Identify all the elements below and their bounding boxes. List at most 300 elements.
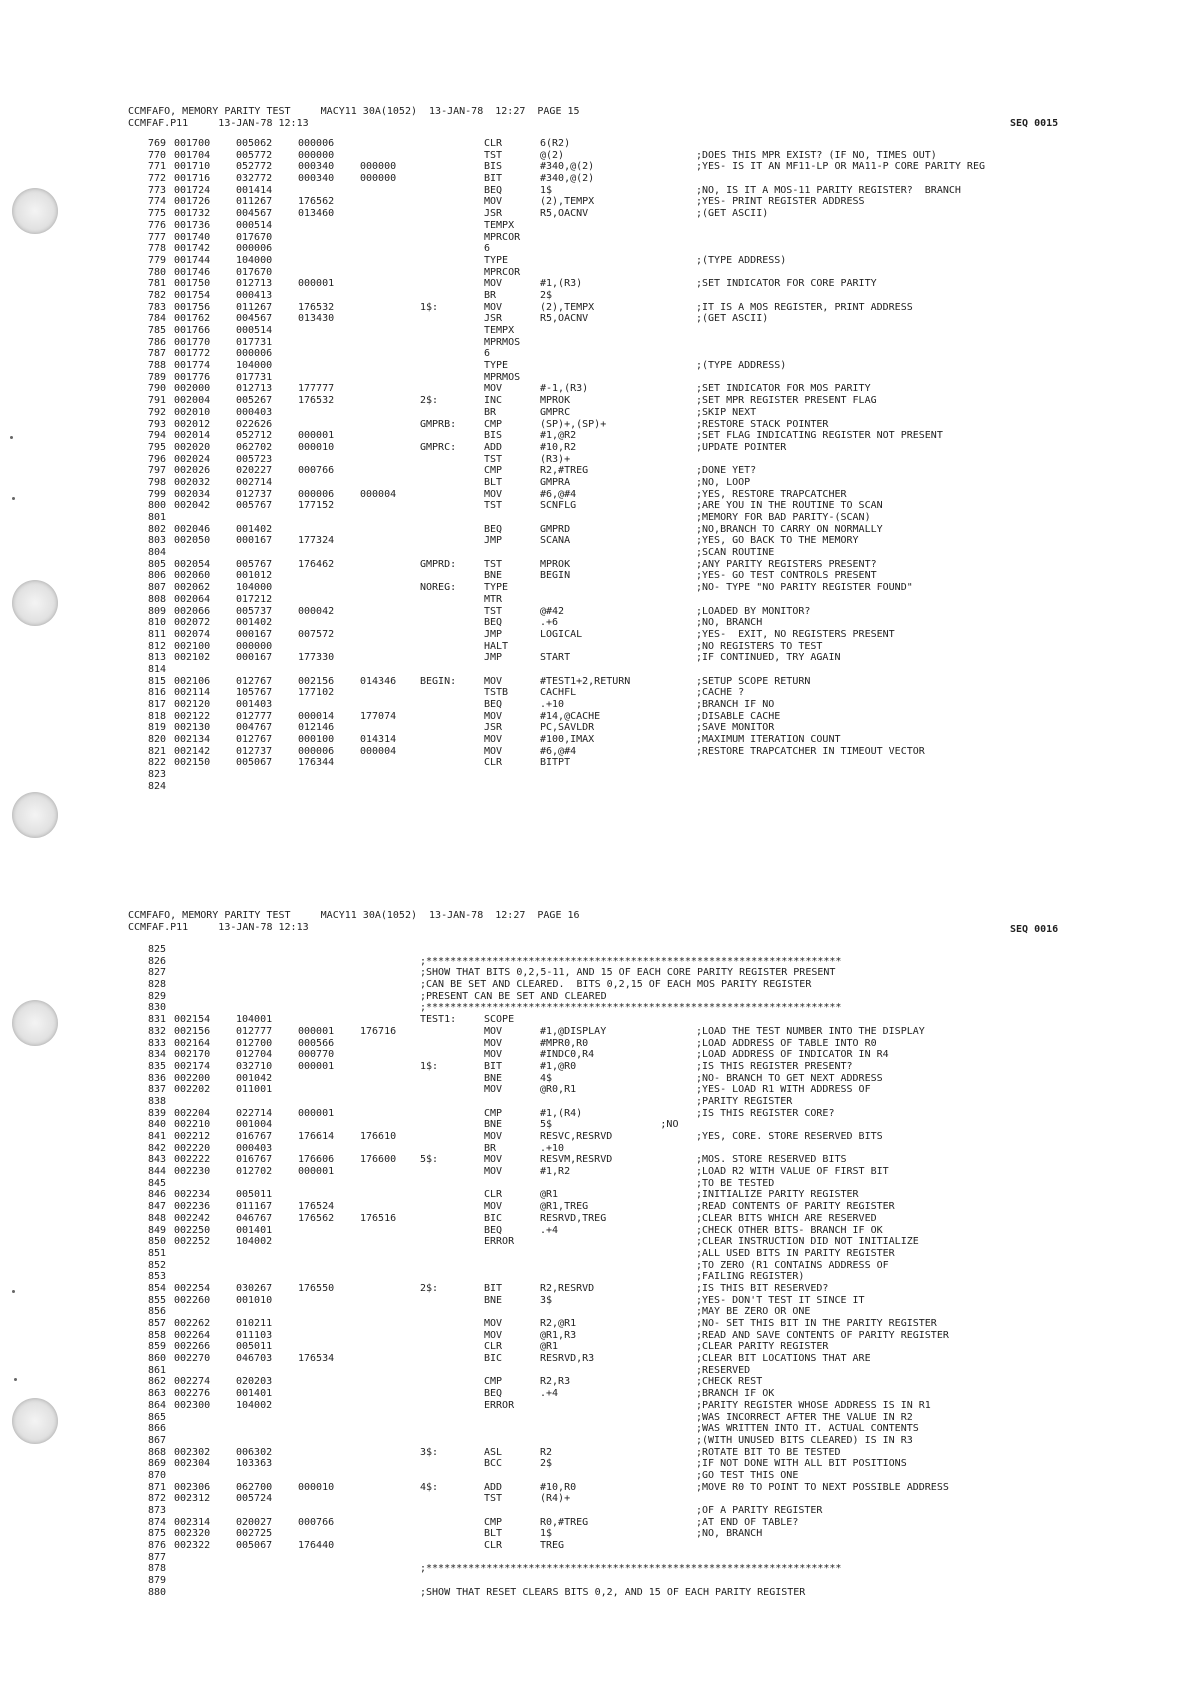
code-word-2: 000770: [298, 1049, 335, 1061]
location: 002242: [174, 1212, 211, 1224]
line-number: 828: [147, 979, 166, 991]
line-number: 843: [147, 1154, 166, 1166]
line-number: 823: [147, 769, 166, 781]
line-number: 864: [147, 1399, 166, 1411]
operands: #1,@R0: [540, 1060, 577, 1072]
operands: SCANA: [540, 535, 571, 547]
line-number: 781: [147, 278, 166, 290]
operands: #1,@DISPLAY: [540, 1025, 607, 1037]
opcode: MTR: [484, 593, 503, 605]
code-word-2: 176606: [298, 1154, 335, 1166]
line-number: 833: [147, 1037, 166, 1049]
location: 002050: [174, 535, 211, 547]
opcode: MOV: [484, 488, 503, 500]
line-number: 792: [147, 406, 166, 418]
label: 2$:: [420, 1282, 439, 1294]
line-number: 862: [147, 1376, 166, 1388]
code-word-1: 005011: [236, 1189, 273, 1201]
comment: ;LOAD ADDRESS OF TABLE INTO R0: [696, 1037, 877, 1049]
opcode: CLR: [484, 1540, 503, 1552]
opcode: ERROR: [484, 1236, 515, 1248]
code-word-1: 000000: [236, 640, 273, 652]
opcode: MOV: [484, 745, 503, 757]
code-word-3: 176610: [360, 1131, 397, 1142]
code-word-2: 000001: [298, 1166, 335, 1178]
line-number: 832: [147, 1025, 166, 1037]
line-number: 826: [147, 955, 166, 967]
opcode: CMP: [484, 1516, 503, 1528]
code-word-1: 002714: [236, 476, 273, 488]
opcode: TST: [484, 558, 503, 570]
opcode: TST: [484, 453, 503, 465]
line-number: 858: [147, 1329, 166, 1341]
operands: @R1: [540, 1341, 559, 1353]
comment: ;YES, RESTORE TRAPCATCHER: [696, 488, 847, 500]
code-word-2: 000010: [298, 441, 335, 453]
operands: .+4: [540, 1224, 559, 1236]
operands: START: [540, 652, 571, 664]
comment: ;BRANCH IF NO: [696, 699, 775, 710]
code-word-2: 177330: [298, 652, 335, 664]
location: 001772: [174, 348, 211, 360]
operands: SCNFLG: [540, 500, 577, 512]
location: 002026: [174, 465, 211, 477]
code-word-1: 005767: [236, 500, 273, 512]
line-number: 854: [147, 1282, 166, 1294]
line-number: 782: [147, 289, 166, 301]
line-number: 840: [147, 1119, 166, 1131]
operands: #340,@(2): [540, 161, 595, 173]
opcode: CMP: [484, 418, 503, 430]
location: 002046: [174, 523, 211, 535]
operands: CACHFL: [540, 687, 577, 699]
operands: #14,@CACHE: [540, 710, 601, 722]
location: 002262: [174, 1318, 211, 1329]
code-word-2: 176534: [298, 1353, 335, 1365]
location: 002260: [174, 1294, 211, 1306]
code-word-1: 104000: [236, 360, 273, 372]
operands: R2: [540, 1446, 553, 1458]
comment: ;YES- GO TEST CONTROLS PRESENT: [696, 570, 877, 582]
operands: R2,RESRVD: [540, 1282, 595, 1294]
code-word-2: 000340: [298, 173, 335, 185]
code-word-1: 104002: [236, 1399, 273, 1411]
code-word-1: 022714: [236, 1107, 273, 1119]
line-number: 820: [147, 734, 166, 746]
line-number: 809: [147, 605, 166, 617]
opcode: BIT: [484, 1282, 503, 1294]
label: 4$:: [420, 1481, 439, 1493]
line-number: 778: [147, 243, 166, 255]
code-word-2: 000766: [298, 1516, 335, 1528]
code-word-2: 000001: [298, 1107, 335, 1119]
opcode: MOV: [484, 734, 503, 746]
location: 002304: [174, 1458, 211, 1470]
code-word-1: 012702: [236, 1166, 273, 1178]
opcode: TYPE: [484, 254, 509, 266]
comment: ;LOADED BY MONITOR?: [696, 605, 811, 617]
line-number: 794: [147, 430, 166, 442]
comment: ;(GET ASCII): [696, 208, 769, 220]
opcode: INC: [484, 395, 503, 407]
opcode: MPRCOR: [484, 266, 521, 278]
operands: GMPRA: [540, 476, 571, 488]
location: 002236: [174, 1201, 211, 1213]
opcode: BEQ: [484, 699, 503, 710]
comment: ;MOS. STORE RESERVED BITS: [696, 1154, 847, 1166]
code-word-1: 001042: [236, 1072, 273, 1084]
location: 001754: [174, 289, 211, 301]
opcode: MOV: [484, 1166, 503, 1178]
code-word-1: 005067: [236, 1540, 273, 1552]
line-number: 849: [147, 1224, 166, 1236]
opcode: MPRCOR: [484, 231, 521, 243]
comment: ;SKIP NEXT: [696, 406, 757, 418]
line-number: 804: [147, 547, 166, 559]
line-number: 825: [147, 944, 166, 955]
operands: R5,OACNV: [540, 208, 589, 220]
code-word-2: 000001: [298, 1060, 335, 1072]
comment: ;PARITY REGISTER: [696, 1095, 793, 1107]
location: 001726: [174, 196, 211, 208]
code-word-3: 177074: [360, 710, 397, 722]
code-word-2: 176614: [298, 1131, 335, 1142]
opcode: BLT: [484, 476, 503, 488]
label: NOREG:: [420, 582, 457, 594]
code-word-1: 017731: [236, 371, 273, 383]
line-number: 876: [147, 1540, 166, 1552]
comment: ;IS THIS REGISTER PRESENT?: [696, 1060, 853, 1072]
line-number: 812: [147, 640, 166, 652]
page-header-2: [128, 910, 580, 933]
comment: ;READ AND SAVE CONTENTS OF PARITY REGISTER: [696, 1329, 949, 1341]
comment: ;WAS WRITTEN INTO IT. ACTUAL CONTENTS: [696, 1423, 919, 1435]
code-word-1: 012737: [236, 488, 273, 500]
location: 002106: [174, 675, 211, 687]
location: 002274: [174, 1376, 211, 1388]
location: 002300: [174, 1399, 211, 1411]
opcode: BR: [484, 406, 497, 418]
line-number: 803: [147, 535, 166, 547]
opcode: BR: [484, 1142, 497, 1154]
label: GMPRC:: [420, 441, 457, 453]
code-word-1: 004767: [236, 722, 273, 734]
line-number: 874: [147, 1516, 166, 1528]
opcode: TSTB: [484, 687, 509, 699]
operands: #10,R2: [540, 441, 577, 453]
opcode: MOV: [484, 1049, 503, 1061]
opcode: TEMPX: [484, 325, 515, 336]
operands: #1,@R2: [540, 430, 577, 442]
comment: ;AT END OF TABLE?: [696, 1516, 799, 1528]
code-word-1: 017212: [236, 593, 273, 605]
line-number: 813: [147, 652, 166, 664]
comment: ;DOES THIS MPR EXIST? (IF NO, TIMES OUT): [696, 149, 937, 161]
opcode: MOV: [484, 1084, 503, 1096]
code-word-1: 012713: [236, 278, 273, 290]
binder-punch-hole-3: [12, 792, 58, 838]
line-number: 842: [147, 1142, 166, 1154]
code-word-3: 000000: [360, 173, 397, 185]
line-number: 775: [147, 208, 166, 220]
opcode: BEQ: [484, 617, 503, 629]
code-word-2: 000566: [298, 1037, 335, 1049]
code-word-2: 000001: [298, 1025, 335, 1037]
sequence-number-2: SEQ 0016: [1010, 924, 1059, 935]
line-number: 797: [147, 465, 166, 477]
location: 002064: [174, 593, 211, 605]
code-word-2: 000001: [298, 278, 335, 290]
operands: (2),TEMPX: [540, 301, 595, 313]
comment: ;SET FLAG INDICATING REGISTER NOT PRESENT: [696, 430, 943, 442]
line-number: 853: [147, 1271, 166, 1283]
opcode: ADD: [484, 1481, 503, 1493]
location: 002024: [174, 453, 211, 465]
line-number: 791: [147, 395, 166, 407]
code-word-2: 000010: [298, 1481, 335, 1493]
line-number: 816: [147, 687, 166, 699]
location: 001762: [174, 313, 211, 325]
line-number: 783: [147, 301, 166, 313]
location: 002270: [174, 1353, 211, 1365]
code-word-2: 000001: [298, 430, 335, 442]
line-number: 877: [147, 1551, 166, 1563]
comment: ;NO, BRANCH: [696, 1528, 763, 1540]
label: BEGIN:: [420, 675, 457, 687]
code-word-1: 104000: [236, 582, 273, 594]
comment: ;SAVE MONITOR: [696, 722, 775, 734]
code-word-1: 004567: [236, 208, 273, 220]
label: ;SHOW THAT BITS 0,2,5-11, AND 15 OF EACH CORE PARITY REGISTER PRESENT: [420, 967, 836, 979]
code-word-1: 005724: [236, 1493, 273, 1505]
line-number: 773: [147, 184, 166, 196]
location: 001724: [174, 184, 211, 196]
label: ;*********************************************************************: [420, 955, 842, 967]
line-number: 784: [147, 313, 166, 325]
code-word-1: 000167: [236, 535, 273, 547]
comment: ;CACHE ?: [696, 687, 745, 699]
opcode: BIC: [484, 1353, 503, 1365]
opcode: TST: [484, 500, 503, 512]
location: 002174: [174, 1060, 211, 1072]
operands: R2,#TREG: [540, 465, 589, 477]
code-word-2: 176532: [298, 301, 335, 313]
code-word-1: 017731: [236, 336, 273, 348]
opcode: ADD: [484, 441, 503, 453]
location: 002276: [174, 1388, 211, 1400]
opcode: SCOPE: [484, 1014, 515, 1026]
operands: @#42: [540, 605, 565, 617]
line-number: 835: [147, 1060, 166, 1072]
line-number: 857: [147, 1318, 166, 1329]
label: ;SHOW THAT RESET CLEARS BITS 0,2, AND 15 OF EACH PARITY REGISTER: [420, 1586, 806, 1598]
opcode: HALT: [484, 640, 509, 652]
location: 002000: [174, 383, 211, 395]
code-word-2: 000014: [298, 710, 335, 722]
opcode: BEQ: [484, 1224, 503, 1236]
operands: R2,R3: [540, 1376, 571, 1388]
line-number: 776: [147, 219, 166, 231]
label: ;PRESENT CAN BE SET AND CLEARED: [420, 990, 607, 1002]
code-word-1: 017670: [236, 266, 273, 278]
line-number: 847: [147, 1201, 166, 1213]
code-word-2: 177152: [298, 500, 335, 512]
operands: @R0,R1: [540, 1084, 577, 1096]
line-number: 838: [147, 1095, 166, 1107]
comment: ;SET INDICATOR FOR MOS PARITY: [696, 383, 871, 395]
location: 002060: [174, 570, 211, 582]
operands: .+4: [540, 1388, 559, 1400]
comment: ;PARITY REGISTER WHOSE ADDRESS IS IN R1: [696, 1399, 931, 1411]
location: 002204: [174, 1107, 211, 1119]
line-number: 822: [147, 757, 166, 769]
code-word-2: 013430: [298, 313, 335, 325]
line-number: 846: [147, 1189, 166, 1201]
opcode: TST: [484, 149, 503, 161]
location: 001716: [174, 173, 211, 185]
location: 002306: [174, 1481, 211, 1493]
line-number: 831: [147, 1014, 166, 1026]
code-word-2: 000340: [298, 161, 335, 173]
line-number: 779: [147, 254, 166, 266]
code-word-1: 052772: [236, 161, 273, 173]
scan-speck: [12, 497, 15, 500]
comment: ;NO REGISTERS TO TEST: [696, 640, 823, 652]
code-word-1: 030267: [236, 1282, 273, 1294]
line-number: 772: [147, 173, 166, 185]
opcode: BIT: [484, 173, 503, 185]
comment: ;SET INDICATOR FOR CORE PARITY: [696, 278, 877, 290]
code-word-1: 012737: [236, 745, 273, 757]
comment: ;YES- EXIT, NO REGISTERS PRESENT: [696, 628, 895, 640]
location: 002114: [174, 687, 211, 699]
operands: MPROK: [540, 395, 571, 407]
location: 001746: [174, 266, 211, 278]
line-number: 815: [147, 675, 166, 687]
header-file-line: CCMFAF.P11 13-JAN-78 12:13: [128, 921, 309, 933]
location: 002164: [174, 1037, 211, 1049]
code-word-2: 002156: [298, 675, 335, 687]
opcode: MOV: [484, 301, 503, 313]
code-word-3: 176516: [360, 1212, 397, 1224]
code-word-1: 020027: [236, 1516, 273, 1528]
code-word-1: 005062: [236, 138, 273, 149]
operands: MPROK: [540, 558, 571, 570]
comment: ;IT IS A MOS REGISTER, PRINT ADDRESS: [696, 301, 913, 313]
code-word-1: 012700: [236, 1037, 273, 1049]
location: 002034: [174, 488, 211, 500]
code-word-1: 001402: [236, 523, 273, 535]
opcode: MPRMOS: [484, 336, 521, 348]
opcode: BNE: [484, 1119, 503, 1131]
operands: BITPT: [540, 757, 571, 769]
opcode: BR: [484, 289, 497, 301]
line-number: 810: [147, 617, 166, 629]
comment: ;SETUP SCOPE RETURN: [696, 675, 811, 687]
line-number: 770: [147, 149, 166, 161]
location: 002150: [174, 757, 211, 769]
location: 002170: [174, 1049, 211, 1061]
location: 002004: [174, 395, 211, 407]
opcode: CLR: [484, 1189, 503, 1201]
comment: ;IF CONTINUED, TRY AGAIN: [696, 652, 841, 664]
opcode: 6: [484, 243, 491, 255]
location: 002202: [174, 1084, 211, 1096]
line-number: 836: [147, 1072, 166, 1084]
code-word-1: 000006: [236, 243, 273, 255]
comment: ;CLEAR PARITY REGISTER: [696, 1341, 829, 1353]
line-number: 771: [147, 161, 166, 173]
comment: ;MEMORY FOR BAD PARITY-(SCAN): [696, 512, 871, 523]
operands: (2),TEMPX: [540, 196, 595, 208]
location: 002320: [174, 1528, 211, 1540]
operands: R0,#TREG: [540, 1516, 589, 1528]
opcode: MOV: [484, 1329, 503, 1341]
operands: RESRVD,TREG: [540, 1212, 607, 1224]
operands: #1,(R3): [540, 278, 583, 290]
code-word-1: 000413: [236, 289, 273, 301]
opcode: MOV: [484, 1318, 503, 1329]
location: 002134: [174, 734, 211, 746]
opcode: MOV: [484, 1025, 503, 1037]
comment: ;CLEAR BITS WHICH ARE RESERVED: [696, 1212, 877, 1224]
comment: ;LOAD THE TEST NUMBER INTO THE DISPLAY: [696, 1025, 925, 1037]
code-word-1: 011001: [236, 1084, 273, 1096]
code-word-1: 011267: [236, 301, 273, 313]
location: 002322: [174, 1540, 211, 1552]
line-number: 839: [147, 1107, 166, 1119]
line-number: 808: [147, 593, 166, 605]
line-number: 807: [147, 582, 166, 594]
comment: ;NO,BRANCH TO CARRY ON NORMALLY: [696, 523, 883, 535]
operands: #MPR0,R0: [540, 1037, 589, 1049]
location: 001700: [174, 138, 211, 149]
opcode: MOV: [484, 1154, 503, 1166]
line-number: 868: [147, 1446, 166, 1458]
location: 002020: [174, 441, 211, 453]
header-file-line: CCMFAF.P11 13-JAN-78 12:13: [128, 117, 309, 129]
line-number: 788: [147, 360, 166, 372]
line-number: 796: [147, 453, 166, 465]
code-word-2: 176524: [298, 1201, 335, 1213]
line-number: 851: [147, 1247, 166, 1259]
label: ;*********************************************************************: [420, 1563, 842, 1575]
operands: GMPRD: [540, 523, 571, 535]
line-number: 789: [147, 371, 166, 383]
code-word-1: 005737: [236, 605, 273, 617]
comment: ;YES- IS IT AN MF11-LP OR MA11-P CORE PARITY REG: [696, 161, 985, 173]
opcode: MOV: [484, 278, 503, 290]
line-number: 805: [147, 558, 166, 570]
code-word-2: 176344: [298, 757, 335, 769]
opcode: MOV: [484, 1131, 503, 1142]
code-word-1: 020203: [236, 1376, 273, 1388]
location: 002266: [174, 1341, 211, 1353]
code-word-2: 000042: [298, 605, 335, 617]
operands: .+6: [540, 617, 559, 629]
line-number: 865: [147, 1411, 166, 1423]
opcode: JMP: [484, 628, 503, 640]
code-word-1: 012767: [236, 675, 273, 687]
code-word-1: 000403: [236, 406, 273, 418]
line-number: 787: [147, 348, 166, 360]
location: 002062: [174, 582, 211, 594]
code-word-2: 013460: [298, 208, 335, 220]
opcode: MPRMOS: [484, 371, 521, 383]
opcode: BIC: [484, 1212, 503, 1224]
location: 001742: [174, 243, 211, 255]
location: 002122: [174, 710, 211, 722]
